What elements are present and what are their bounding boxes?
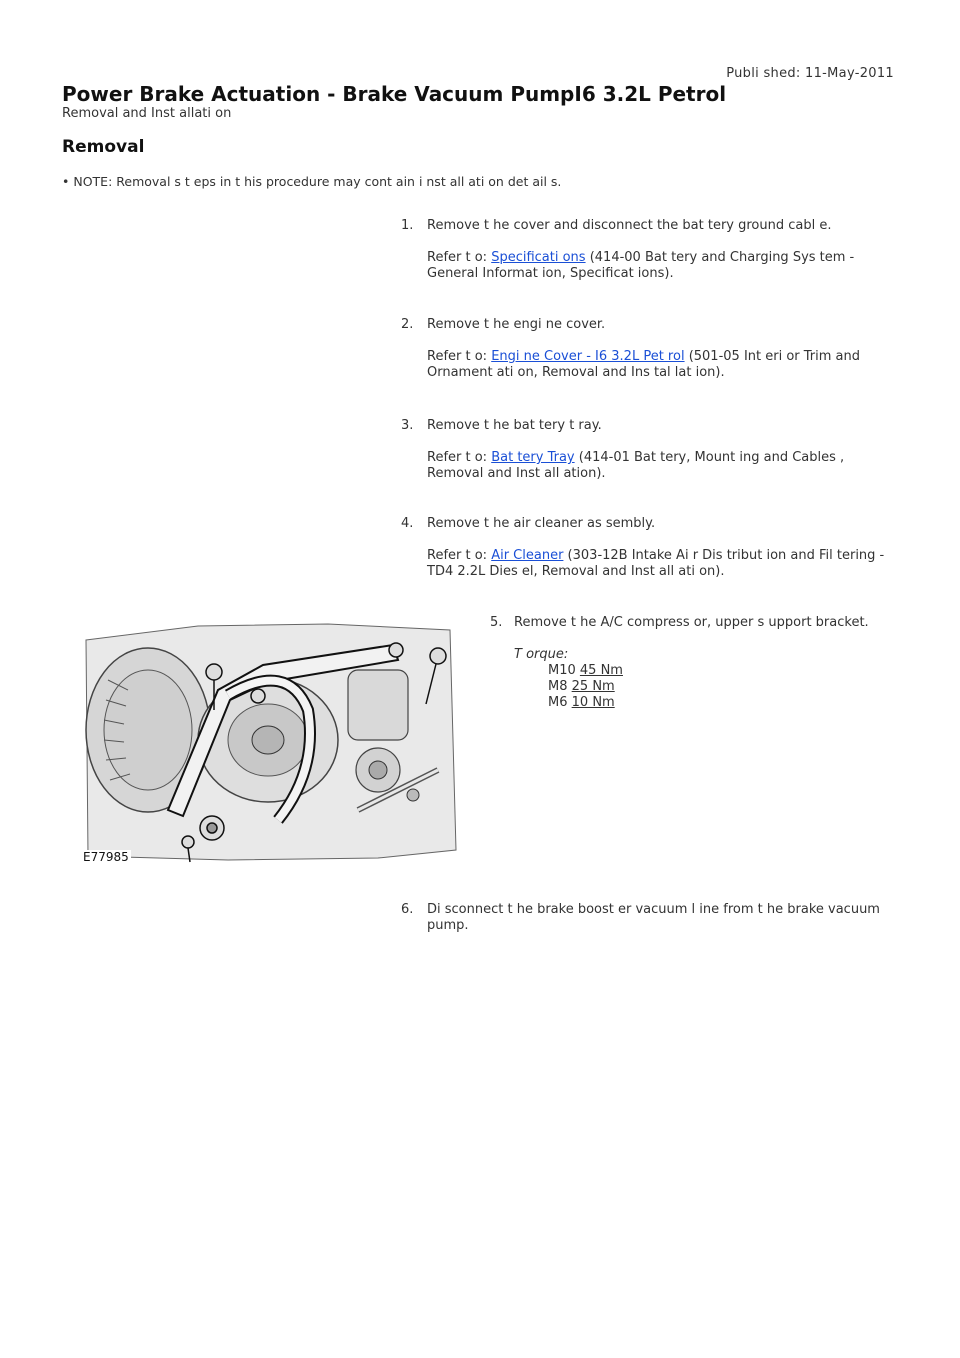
ref-prefix: Refer t o: <box>427 250 492 265</box>
note-text: • NOTE: Removal s t eps in t his procedure may cont ain i nst all ati on det ail s. <box>62 174 562 189</box>
step-text: Remove t he engi ne cover. <box>427 317 606 332</box>
page-subtitle: Removal and Inst allati on <box>62 106 232 121</box>
ref-suffix: (501-05 Int eri or Trim and Ornament ati on, Removal and Ins tal lat ion). <box>427 349 861 380</box>
section-title: Removal <box>62 137 145 157</box>
step-number: 4. <box>401 516 414 531</box>
step-text: Remove t he cover and disconnect the bat tery ground cabl e. <box>427 218 832 233</box>
torque-size: M6 <box>548 695 568 710</box>
step-reference <box>427 250 887 282</box>
reference-link[interactable]: Bat tery Tray <box>491 450 575 465</box>
step-text: Remove t he air cleaner as sembly. <box>427 516 656 531</box>
torque-size: M8 <box>548 679 568 694</box>
step-number: 2. <box>401 317 414 332</box>
torque-row <box>514 695 623 711</box>
step-number: 1. <box>401 218 414 233</box>
torque-value: 45 Nm <box>579 663 623 678</box>
ref-prefix: Refer t o: <box>427 349 492 364</box>
published-date: Publi shed: 11-May-2011 <box>726 66 894 81</box>
ref-suffix: (303-12B Intake Ai r Dis tribut ion and Fil tering - TD4 2.2L Dies el, Removal and Inst all ati on). <box>427 548 885 579</box>
torque-value: 25 Nm <box>571 679 615 694</box>
step-text: Remove t he bat tery t ray. <box>427 418 602 433</box>
engine-diagram-figure <box>78 620 460 866</box>
page-title: Power Brake Actuation - Brake Vacuum PumpI6 3.2L Petrol <box>62 82 727 106</box>
step-text: Remove t he A/C compress or, upper s upport bracket. <box>514 615 869 630</box>
torque-value: 10 Nm <box>571 695 615 710</box>
compressor-bracket-illustration <box>78 620 460 866</box>
step-reference <box>427 548 887 580</box>
torque-row <box>514 679 623 695</box>
torque-specs <box>514 647 623 711</box>
ref-suffix: (414-00 Bat tery and Charging Sys tem - General Informat ion, Specificat ions). <box>427 250 855 281</box>
torque-label: T orque: <box>514 647 569 662</box>
step-number: 6. <box>401 902 414 917</box>
step-text: Di sconnect t he brake boost er vacuum l ine from t he brake vacuum pump. <box>427 902 880 933</box>
torque-row <box>514 663 623 679</box>
step-number: 5. <box>490 615 503 630</box>
step-number: 3. <box>401 418 414 433</box>
ref-suffix: (414-01 Bat tery, Mount ing and Cables , Removal and Inst all ation). <box>427 450 845 481</box>
step-reference <box>427 349 887 381</box>
reference-link[interactable]: Specificati ons <box>491 250 586 265</box>
figure-label: E77985 <box>83 850 129 864</box>
reference-link[interactable]: Air Cleaner <box>491 548 564 563</box>
ref-prefix: Refer t o: <box>427 548 492 563</box>
reference-link[interactable]: Engi ne Cover - I6 3.2L Pet rol <box>491 349 685 364</box>
torque-size: M10 <box>548 663 576 678</box>
ref-prefix: Refer t o: <box>427 450 492 465</box>
step-reference <box>427 450 887 482</box>
